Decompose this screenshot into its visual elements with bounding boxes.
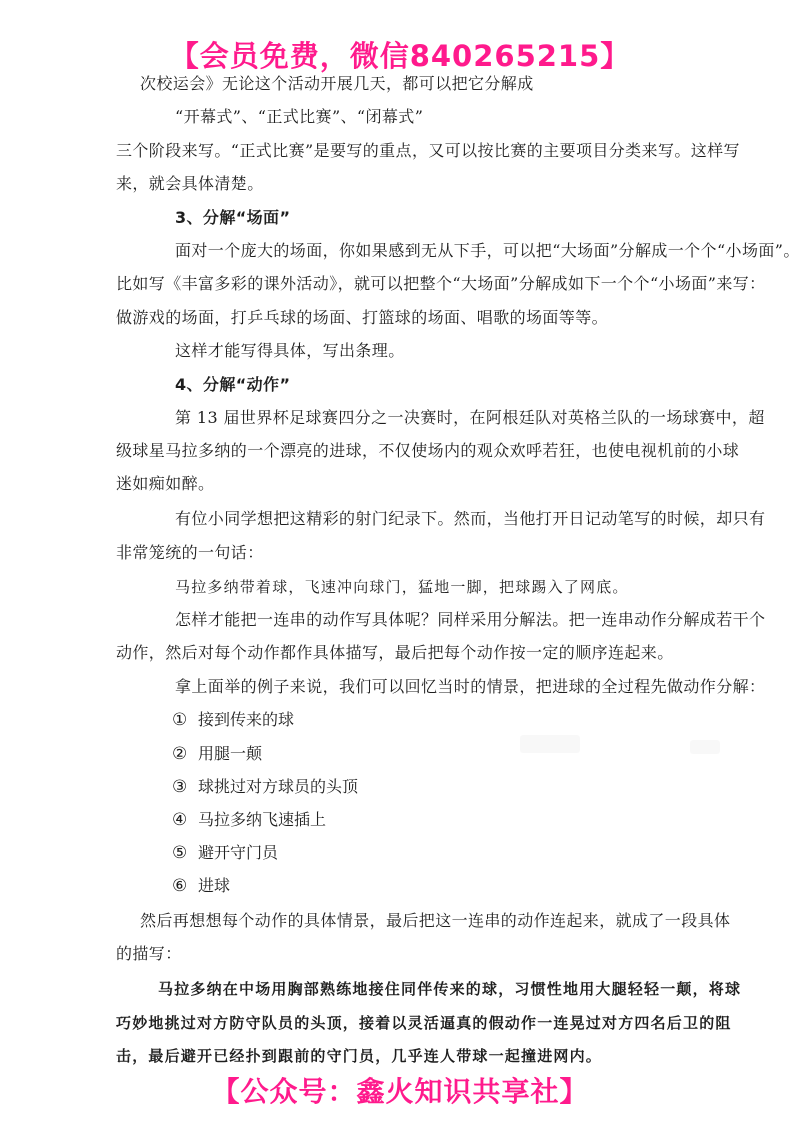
- step-number: ③: [172, 777, 188, 797]
- description-line: 马拉多纳在中场用胸部熟练地接住同伴传来的球，习惯性地用大腿轻轻一颠，将球: [158, 980, 742, 998]
- paragraph-line: 非常笼统的一句话：: [116, 543, 264, 562]
- paragraph-line: 然后再想想每个动作的具体情景，最后把这一连串的动作连起来，就成了一段具体: [140, 911, 731, 930]
- step-item: [172, 876, 230, 896]
- paragraph-line: 来，就会具体清楚。: [116, 174, 264, 193]
- promo-banner-top: 【会员免费，微信840265215】: [169, 39, 631, 73]
- step-text: 避开守门员: [198, 843, 279, 862]
- step-number: ⑥: [172, 876, 188, 896]
- promo-banner-bottom: 【公众号：鑫火知识共享社】: [211, 1075, 589, 1108]
- paragraph-line: “开幕式”、“正式比赛”、“闭幕式”: [175, 107, 424, 126]
- step-text: 用腿一颠: [198, 744, 263, 763]
- step-item: [172, 810, 326, 830]
- step-item: [172, 710, 294, 730]
- quoted-sentence: 马拉多纳带着球，飞速冲向球门，猛地一脚，把球踢入了网底。: [175, 578, 629, 596]
- paragraph-line: 这样才能写得具体，写出条理。: [175, 341, 405, 360]
- paragraph-line: 怎样才能把一连串的动作写具体呢？同样采用分解法。把一连串动作分解成若干个: [175, 610, 766, 629]
- paragraph-line: 面对一个庞大的场面，你如果感到无从下手，可以把“大场面”分解成一个个“小场面”。: [175, 241, 800, 260]
- description-line: 击，最后避开已经扑到跟前的守门员，几乎连人带球一起撞进网内。: [116, 1047, 603, 1065]
- description-line: 巧妙地挑过对方防守队员的头顶，接着以灵活逼真的假动作一连晃过对方四名后卫的阻: [116, 1014, 732, 1032]
- paragraph-line: 拿上面举的例子来说，我们可以回忆当时的情景，把进球的全过程先做动作分解：: [175, 677, 766, 696]
- paragraph-line: 迷如痴如醉。: [116, 474, 215, 493]
- step-number: ②: [172, 744, 188, 764]
- paragraph-line: 有位小同学想把这精彩的射门纪录下。然而，当他打开日记动笔写的时候，却只有: [175, 509, 766, 528]
- scan-smudge: [690, 740, 720, 754]
- step-number: ①: [172, 710, 188, 730]
- step-text: 进球: [198, 876, 231, 895]
- step-number: ④: [172, 810, 188, 830]
- paragraph-line: 动作，然后对每个动作都作具体描写，最后把每个动作按一定的顺序连起来。: [116, 643, 674, 662]
- section-heading: 3、分解“场面”: [175, 208, 291, 227]
- paragraph-line: 比如写《丰富多彩的课外活动》，就可以把整个“大场面”分解成如下一个个“小场面”来写：: [116, 274, 766, 293]
- step-item: [172, 843, 278, 863]
- paragraph-line: 次校运会》无论这个活动开展几天，都可以把它分解成: [140, 74, 534, 93]
- paragraph-line: 做游戏的场面，打乒乓球的场面、打篮球的场面、唱歌的场面等等。: [116, 308, 609, 327]
- step-item: [172, 777, 358, 797]
- step-item: [172, 744, 262, 764]
- section-heading: 4、分解“动作”: [175, 375, 291, 394]
- step-text: 球挑过对方球员的头顶: [198, 777, 359, 796]
- step-text: 接到传来的球: [198, 710, 295, 729]
- step-text: 马拉多纳飞速插上: [198, 810, 327, 829]
- paragraph-line: 第 13 届世界杯足球赛四分之一决赛时，在阿根廷队对英格兰队的一场球赛中，超: [175, 408, 765, 427]
- step-number: ⑤: [172, 843, 188, 863]
- scan-smudge: [520, 735, 580, 753]
- paragraph-line: 的描写：: [116, 944, 182, 963]
- paragraph-line: 三个阶段来写。“正式比赛”是要写的重点，又可以按比赛的主要项目分类来写。这样写: [116, 141, 740, 160]
- paragraph-line: 级球星马拉多纳的一个漂亮的进球，不仅使场内的观众欢呼若狂，也使电视机前的小球: [116, 441, 740, 460]
